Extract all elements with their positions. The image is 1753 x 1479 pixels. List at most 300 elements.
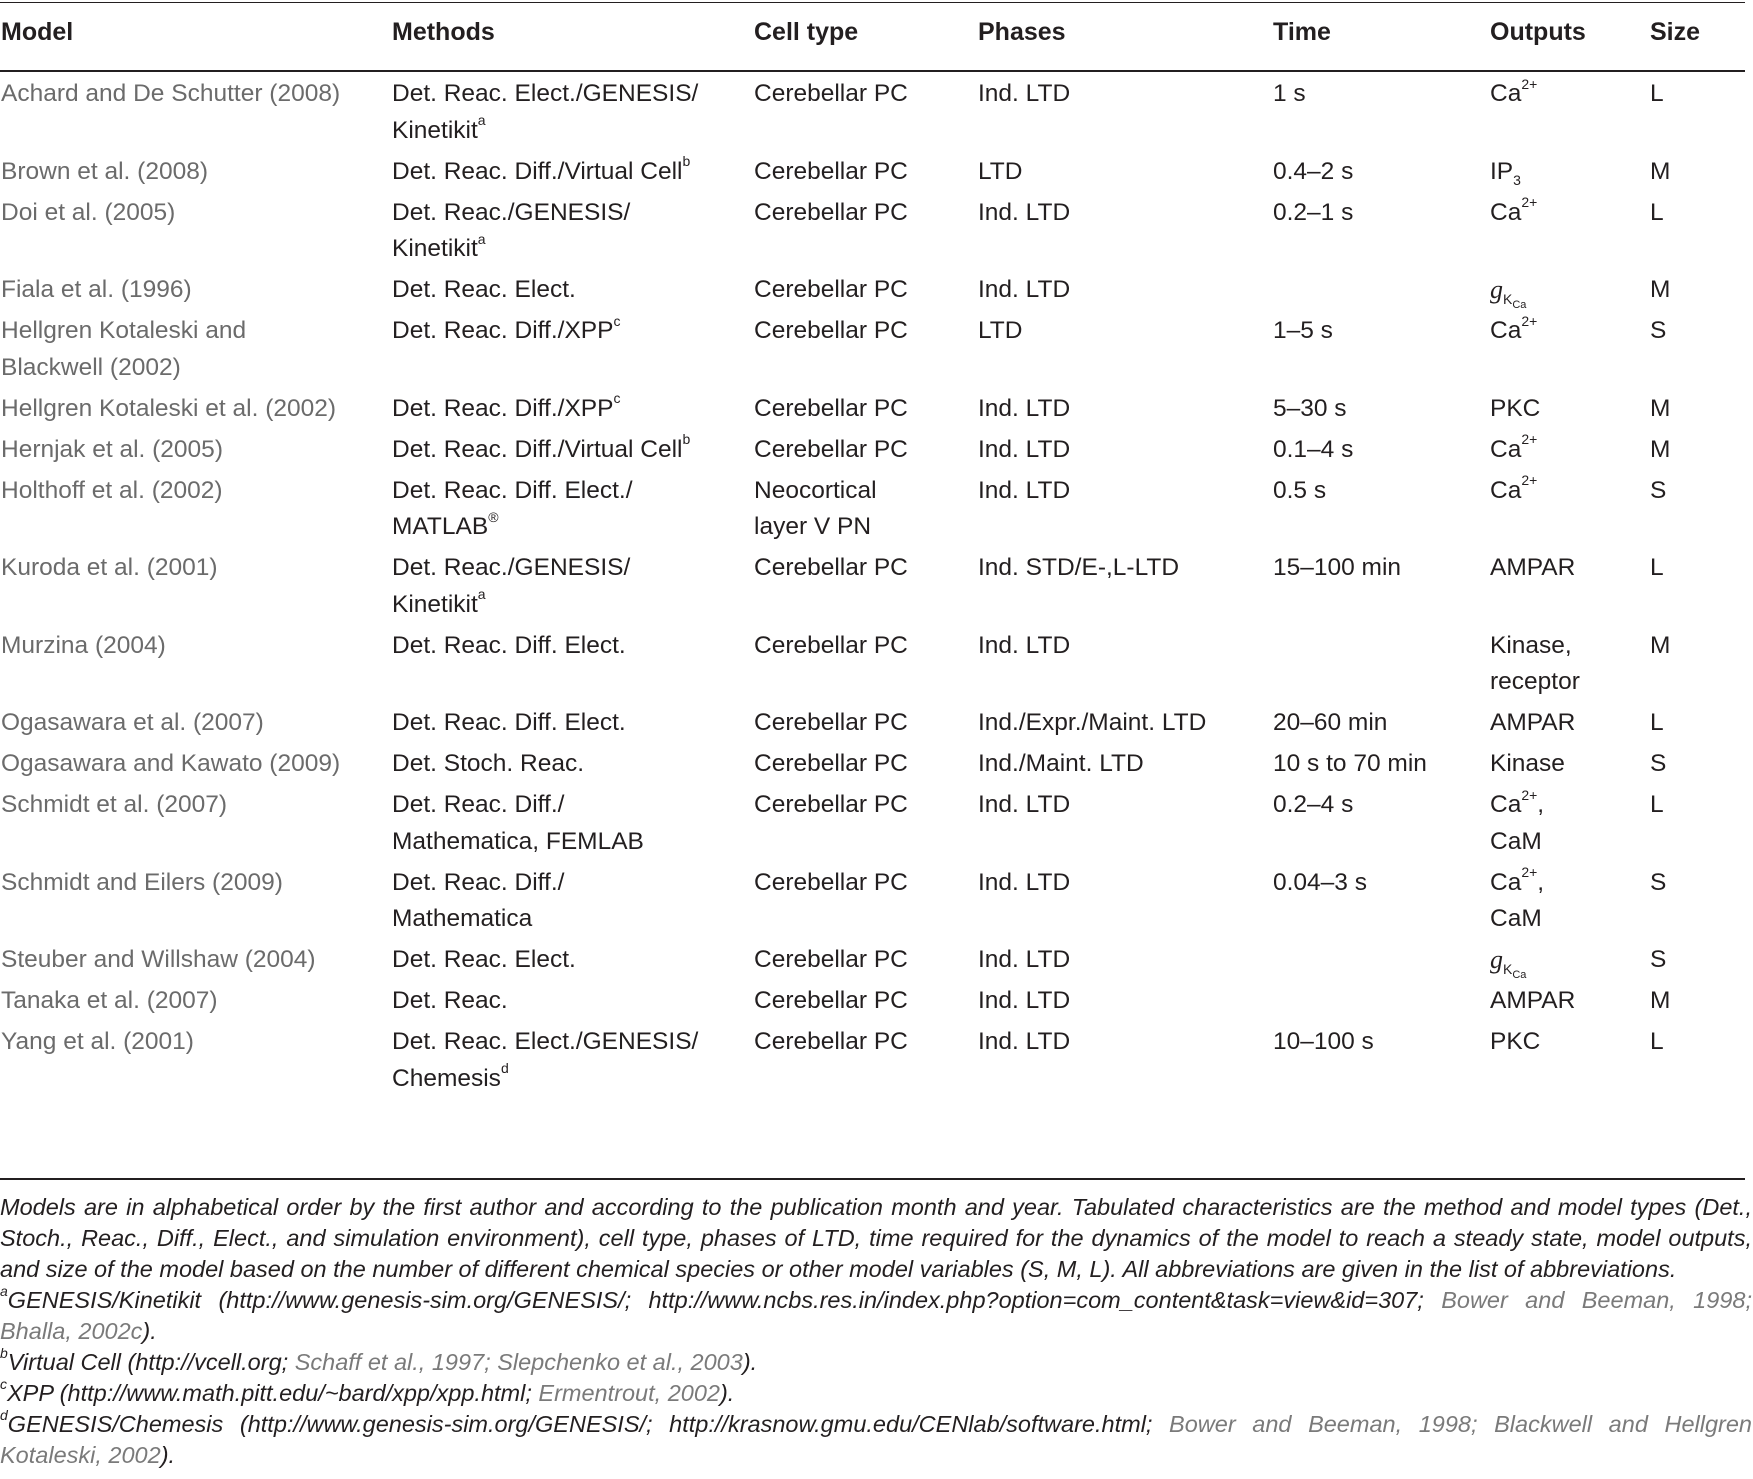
phases-cell [978,746,1144,783]
model-cell [1,787,227,824]
methods-footnote-mark: a [477,112,486,129]
outputs-text: Ca [1490,791,1522,818]
outputs-cell-line [1490,824,1544,861]
outputs-text: IP [1490,157,1514,185]
footnote-c-mark: c [0,1376,7,1393]
methods-cell [392,550,630,623]
methods-cell-line: Det. Reac./GENESIS/ [392,554,631,581]
outputs-text: AMPAR [1490,709,1576,736]
outputs-cell-line [1490,664,1580,701]
outputs-cell [1490,705,1575,742]
methods-cell-line: Kinetikit$^a$ [392,230,486,262]
outputs-cell [1490,983,1575,1020]
outputs-text: g [1490,275,1503,304]
time-cell [1273,705,1387,742]
footnote-d-text: GENESIS/Chemesis (http://www.genesis-sim.org/GENESIS/; http://krasnow.gmu.edu/CENlab/software.html; [7,1411,1170,1437]
table-row [0,865,1745,943]
phases-cell-line: Ind. LTD [978,631,1071,659]
table-row [0,391,1745,432]
cell-type-cell-line: Cerebellar PC [754,946,908,973]
outputs-text: receptor [1490,668,1580,695]
model-cell [1,313,246,386]
methods-cell-line: Det. Reac. Diff./ [392,868,565,896]
header-phases: Phases [978,18,1066,46]
outputs-subscript-k: KCa [1503,290,1527,311]
model-cell-line: Yang et al. (2001) [1,1028,194,1055]
methods-cell [392,76,698,149]
table-row [0,313,1745,391]
cell-type-cell-line: Cerebellar PC [754,276,908,303]
table-row [0,628,1745,706]
model-cell [1,76,340,113]
header-size: Size [1650,18,1701,46]
methods-cell [392,154,690,191]
outputs-subscript-k: KCa [1503,960,1527,981]
header-outputs: Outputs [1490,18,1586,46]
time-cell [1273,746,1427,783]
outputs-cell-line [1490,272,1526,310]
model-cell [1,865,283,902]
methods-cell-line: Det. Stoch. Reac. [392,750,585,777]
phases-cell-line: Ind. LTD [978,198,1071,226]
cell-type-cell-line: Cerebellar PC [754,868,908,896]
size-cell-line: L [1650,554,1664,581]
size-cell [1650,473,1666,510]
time-cell [1273,154,1353,191]
outputs-cell-line [1490,432,1537,469]
methods-footnote-mark: b [682,153,691,170]
methods-cell [392,272,576,309]
size-cell [1650,272,1670,309]
outputs-text: PKC [1490,1028,1541,1055]
time-cell [1273,865,1367,902]
cell-type-cell [754,942,908,979]
outputs-cell [1490,865,1544,938]
cell-type-cell [754,272,908,309]
outputs-text: AMPAR [1490,554,1576,581]
size-cell [1650,865,1666,902]
outputs-text: Ca [1490,80,1522,107]
table-header [0,18,1745,58]
outputs-cell [1490,550,1575,587]
footnote-b-text: Virtual Cell (http://vcell.org; [7,1349,295,1375]
time-cell [1273,787,1353,824]
footnote-b-mark: b [0,1345,8,1362]
outputs-text: Ca [1490,317,1522,344]
methods-cell-line: Det. Reac. Diff./Virtual Cell$^b$ [392,153,691,185]
model-cell [1,942,316,979]
size-cell-line: M [1650,276,1671,303]
methods-cell [392,787,644,860]
outputs-text: Ca [1490,868,1522,896]
header-model: Model [1,18,74,46]
phases-cell [978,195,1070,232]
outputs-cell-line [1490,787,1544,824]
cell-type-cell [754,391,908,428]
size-cell [1650,195,1664,232]
table-row [0,983,1745,1024]
footnote-b-end: ). [742,1349,758,1375]
cell-type-cell-line: Cerebellar PC [754,80,908,107]
model-cell-line: Tanaka et al. (2007) [1,987,218,1014]
methods-cell [392,391,621,428]
cell-type-cell [754,983,908,1020]
phases-cell [978,1024,1070,1061]
outputs-superscript: 2+ [1521,194,1538,211]
time-cell-line: 0.2–4 s [1273,791,1354,818]
time-cell-line: 10–100 s [1273,1028,1374,1055]
time-cell-line: 15–100 min [1273,554,1402,581]
phases-cell [978,473,1070,510]
table-row [0,1024,1745,1102]
table-row [0,473,1745,551]
size-cell-line: S [1650,868,1667,896]
cell-type-cell [754,473,877,546]
size-cell [1650,746,1666,783]
methods-cell [392,1024,698,1097]
model-cell-line: Ogasawara and Kawato (2009) [1,750,341,777]
model-cell-line: Steuber and Willshaw (2004) [1,946,316,973]
outputs-comma: , [1537,791,1545,818]
methods-cell-line: Det. Reac. Diff. Elect./ [392,476,633,504]
cell-type-cell-line: Cerebellar PC [754,987,908,1014]
cell-type-cell-line: Cerebellar PC [754,750,908,777]
outputs-cell [1490,787,1544,860]
time-cell-line: 1 s [1273,80,1306,107]
outputs-cell-line [1490,942,1526,980]
time-cell [1273,432,1353,469]
outputs-cell [1490,473,1537,510]
size-cell [1650,76,1664,113]
size-cell-line: M [1650,631,1671,659]
methods-footnote-mark: d [500,1060,509,1077]
outputs-text: CaM [1490,905,1542,932]
footnote-b-ref[interactable]: Schaff et al., 1997; Slepchenko et al., 2003 [294,1349,743,1375]
model-cell-line: Blackwell (2002) [1,353,181,381]
time-cell-line: 0.4–2 s [1273,157,1354,185]
outputs-cell [1490,154,1521,191]
model-cell [1,391,336,428]
time-cell [1273,1024,1374,1061]
table-row [0,942,1745,983]
phases-cell-line: Ind. LTD [978,276,1071,303]
outputs-cell-line [1490,705,1575,742]
outputs-cell-line [1490,628,1580,665]
time-cell-line: 20–60 min [1273,709,1388,736]
outputs-cell [1490,628,1580,701]
model-cell [1,154,208,191]
table-top-rule [0,2,1745,3]
outputs-cell [1490,391,1540,428]
table-row [0,550,1745,628]
size-cell [1650,983,1670,1020]
phases-cell-line: Ind. LTD [978,791,1071,818]
outputs-cell [1490,272,1526,310]
phases-cell-line: LTD [978,317,1023,344]
methods-cell [392,983,508,1020]
methods-cell-line: Det. Reac. [392,987,508,1014]
outputs-text: CaM [1490,827,1542,855]
outputs-cell-line [1490,195,1537,232]
outputs-text: AMPAR [1490,987,1576,1014]
footnote-c-text: XPP (http://www.math.pitt.edu/~bard/xpp/xpp.html; [7,1380,539,1406]
phases-cell-line: Ind. LTD [978,394,1071,422]
model-cell-line: Achard and De Schutter (2008) [1,80,341,107]
methods-cell [392,473,633,546]
cell-type-cell-line: Cerebellar PC [754,709,908,736]
table-row [0,746,1745,787]
cell-type-cell [754,195,908,232]
time-cell [1273,391,1347,428]
model-cell-line: Ogasawara et al. (2007) [1,709,264,736]
outputs-subscript: 3 [1513,171,1521,188]
phases-cell-line: Ind./Maint. LTD [978,750,1144,777]
methods-cell-line: Det. Reac. Diff./XPP$^c$ [392,390,621,422]
time-cell-line: 10 s to 70 min [1273,750,1427,777]
methods-cell [392,705,626,742]
size-cell-line: S [1650,750,1667,777]
methods-cell [392,942,576,979]
outputs-cell-line [1490,865,1544,902]
phases-cell [978,313,1022,350]
footnote-c [0,1378,1752,1409]
methods-footnote-mark: a [477,230,486,247]
model-cell-line: Schmidt et al. (2007) [1,791,228,818]
table-row [0,154,1745,195]
size-cell [1650,391,1670,428]
cell-type-cell [754,550,908,587]
table-footnotes [0,1192,1752,1471]
cell-type-cell [754,787,908,824]
methods-cell-line: Det. Reac. Diff./Virtual Cell$^b$ [392,431,691,463]
phases-cell [978,705,1206,742]
phases-cell-line: Ind. LTD [978,1028,1071,1055]
outputs-superscript: 2+ [1521,864,1538,881]
cell-type-cell-line: Cerebellar PC [754,157,908,185]
phases-cell [978,391,1070,428]
size-cell [1650,313,1666,350]
model-cell-line: Fiala et al. (1996) [1,276,192,303]
outputs-text: PKC [1490,394,1541,422]
outputs-cell-line [1490,1024,1540,1061]
outputs-subscript-ca: Ca [1512,298,1527,311]
methods-cell [392,195,630,268]
cell-type-cell [754,628,908,665]
cell-type-cell [754,865,908,902]
footnote-a-mark: a [0,1283,8,1300]
size-cell-line: L [1650,709,1664,736]
methods-cell [392,432,690,469]
cell-type-cell [754,313,908,350]
table-row [0,272,1745,313]
cell-type-cell [754,154,908,191]
phases-cell [978,550,1179,587]
footnote-d-end: ). [160,1442,176,1468]
outputs-comma: , [1537,868,1545,896]
model-cell-line: Holthoff et al. (2002) [1,476,223,504]
phases-cell [978,628,1070,665]
size-cell-line: S [1650,476,1667,504]
outputs-superscript: 2+ [1521,431,1538,448]
methods-cell-line: Det. Reac. Diff./XPP$^c$ [392,312,621,344]
size-cell-line: M [1650,394,1671,422]
cell-type-cell-line: Cerebellar PC [754,435,908,463]
header-time: Time [1273,18,1331,46]
cell-type-cell [754,705,908,742]
cell-type-cell-line: Cerebellar PC [754,394,908,422]
methods-cell-line: Det. Reac. Diff. Elect. [392,631,626,659]
size-cell-line: M [1650,987,1671,1014]
outputs-subscript-ca: Ca [1512,968,1527,981]
model-cell-line: Kuroda et al. (2001) [1,554,218,581]
outputs-text: Ca [1490,198,1522,226]
methods-cell-line: Chemesis$^d$ [392,1060,509,1092]
size-cell-line: L [1650,80,1664,107]
model-cell-line: Hernjak et al. (2005) [1,435,223,463]
header-cell-type: Cell type [754,18,859,46]
time-cell [1273,313,1333,350]
cell-type-cell [754,746,908,783]
methods-cell-line: Det. Reac. Elect./GENESIS/ [392,1028,699,1055]
size-cell-line: L [1650,791,1664,818]
cell-type-cell [754,432,908,469]
footnote-d-ref[interactable]: Bower and Beeman, 1998; Blackwell and Hellgren Kotaleski, 2002 [0,1411,1753,1468]
methods-cell [392,313,621,350]
time-cell [1273,550,1401,587]
footnote-c-ref[interactable]: Ermentrout, 2002 [538,1380,720,1406]
methods-footnote-mark: b [682,431,691,448]
size-cell-line: M [1650,157,1671,185]
outputs-cell-line [1490,154,1521,191]
table-row [0,705,1745,746]
model-cell-line: Schmidt and Eilers (2009) [1,868,283,896]
outputs-cell [1490,746,1565,783]
outputs-cell [1490,76,1537,113]
model-cell [1,272,192,309]
methods-cell-line: MATLAB® [392,508,499,540]
size-cell [1650,628,1670,665]
methods-cell-line: Det. Reac. Elect./GENESIS/ [392,80,699,107]
phases-cell [978,983,1070,1020]
outputs-cell-line [1490,76,1537,113]
footnote-a [0,1285,1752,1347]
methods-footnote-mark: c [613,312,621,329]
phases-cell-line: Ind./Expr./Maint. LTD [978,709,1207,736]
size-cell-line: L [1650,1028,1664,1055]
size-cell [1650,705,1664,742]
phases-cell [978,865,1070,902]
model-cell-line: Doi et al. (2005) [1,198,176,226]
cell-type-cell-line: Cerebellar PC [754,1028,908,1055]
methods-cell-line: Det. Reac. Diff. Elect. [392,709,626,736]
model-cell [1,195,175,232]
time-cell [1273,195,1353,232]
phases-cell [978,76,1070,113]
phases-cell-line: Ind. LTD [978,946,1071,973]
table-header-rule [0,70,1745,72]
model-cell [1,1024,194,1061]
outputs-text: Ca [1490,435,1522,463]
cell-type-cell-line: Cerebellar PC [754,554,908,581]
outputs-superscript: 2+ [1521,472,1538,489]
time-cell-line: 0.04–3 s [1273,868,1367,896]
outputs-cell [1490,313,1537,350]
outputs-superscript: 2+ [1521,786,1538,803]
outputs-text: g [1490,945,1503,974]
methods-footnote-mark: ® [488,508,499,525]
size-cell [1650,432,1670,469]
cell-type-cell-line: layer V PN [754,513,872,540]
outputs-cell-line [1490,391,1540,428]
table-row [0,787,1745,865]
outputs-text: Kinase [1490,750,1565,777]
model-cell [1,983,218,1020]
outputs-cell-line [1490,313,1537,350]
model-cell-line: Hellgren Kotaleski et al. (2002) [1,394,337,422]
methods-cell-line: Kinetikit$^a$ [392,586,486,618]
methods-cell-line: Det. Reac. Elect. [392,946,576,973]
model-cell-line: Hellgren Kotaleski and [1,317,247,344]
outputs-cell [1490,195,1537,232]
methods-cell-line: Mathematica, FEMLAB [392,827,644,855]
cell-type-cell-line: Cerebellar PC [754,198,908,226]
methods-cell [392,746,584,783]
phases-cell-line: LTD [978,157,1023,185]
methods-footnote-mark: a [477,586,486,603]
cell-type-cell-line: Cerebellar PC [754,631,908,659]
methods-cell-line: Kinetikit$^a$ [392,112,486,144]
size-cell [1650,154,1670,191]
footnote-d-mark: d [0,1407,8,1424]
model-cell [1,432,223,469]
table-row [0,76,1745,154]
outputs-cell [1490,432,1537,469]
cell-type-cell-line: Neocortical [754,476,877,504]
phases-cell [978,272,1070,309]
model-cell [1,473,223,510]
footnote-b [0,1347,1752,1378]
time-cell [1273,473,1326,510]
model-cell [1,746,340,783]
size-cell [1650,1024,1664,1061]
table-row [0,432,1745,473]
outputs-cell [1490,942,1526,980]
size-cell-line: L [1650,198,1664,226]
phases-cell [978,787,1070,824]
model-cell [1,628,166,665]
outputs-text: Ca [1490,476,1522,504]
cell-type-cell [754,76,908,113]
footnote-a-ref[interactable]: Bower and Beeman, 1998; Bhalla, 2002c [0,1287,1752,1344]
outputs-cell-line [1490,473,1537,510]
phases-cell [978,432,1070,469]
footnote-a-end: ). [142,1318,157,1344]
footnote-a-text: GENESIS/Kinetikit (http://www.genesis-sim.org/GENESIS/; http://www.ncbs.res.in/index.php?option=com_content&task=view&id=307; [7,1287,1442,1313]
size-cell-line: S [1650,317,1667,344]
phases-cell-line: Ind. LTD [978,868,1071,896]
size-cell [1650,550,1664,587]
phases-cell-line: Ind. LTD [978,476,1071,504]
size-cell-line: M [1650,435,1671,463]
phases-cell-line: Ind. LTD [978,80,1071,107]
cell-type-cell-line: Cerebellar PC [754,317,908,344]
outputs-cell-line [1490,901,1544,938]
outputs-cell [1490,1024,1540,1061]
time-cell-line: 1–5 s [1273,317,1333,344]
outputs-superscript: 2+ [1521,312,1538,329]
time-cell-line: 0.5 s [1273,476,1327,504]
methods-cell-line: Mathematica [392,905,533,932]
